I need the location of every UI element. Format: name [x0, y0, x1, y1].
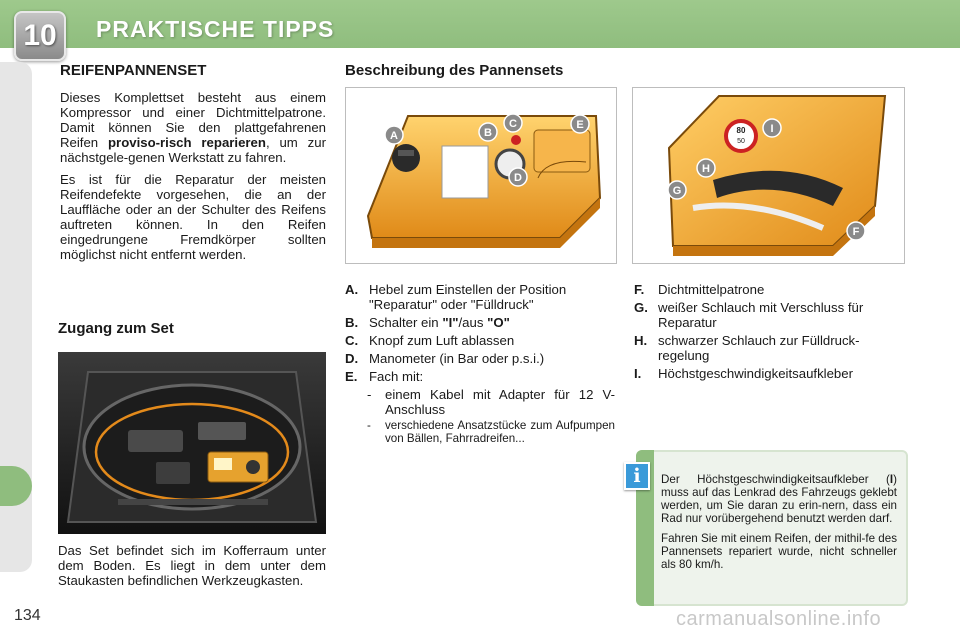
intro-bold-text: proviso-risch reparieren	[108, 135, 266, 150]
callout-h	[697, 159, 715, 177]
callout-g-label: G	[672, 185, 682, 197]
callout-f-label: F	[852, 226, 860, 238]
item-key: C.	[345, 333, 359, 348]
item-key: F.	[634, 282, 645, 297]
callout-c	[504, 114, 522, 132]
callout-b-label: B	[484, 127, 492, 139]
item-bold-on: "I"	[442, 315, 459, 330]
sub-item-dash: -	[367, 387, 372, 402]
callout-d-label: D	[514, 172, 522, 184]
item-text: weißer Schlauch mit Verschluss für Reparatur	[658, 300, 864, 330]
item-text: schwarzer Schlauch zur Fülldruck-regelung	[658, 333, 860, 363]
compressor-callouts	[346, 88, 616, 263]
compressor-back-callouts	[633, 88, 904, 263]
item-key: G.	[634, 300, 648, 315]
chapter-number-badge: 10	[14, 11, 66, 61]
callout-f	[847, 222, 865, 240]
item-text: Hebel zum Einstellen der Position "Reparatur" oder "Fülldruck"	[369, 282, 567, 312]
callout-g	[668, 181, 686, 199]
kit-parts-list-left	[345, 282, 615, 445]
section-title-repair-kit: REIFENPANNENSET	[60, 62, 207, 79]
callout-a	[385, 126, 403, 144]
item-key: A.	[345, 282, 359, 297]
list-item	[634, 300, 904, 330]
page-title: PRAKTISCHE TIPPS	[96, 16, 335, 42]
item-key: D.	[345, 351, 359, 366]
list-item	[345, 369, 615, 384]
watermark: carmanualsonline.info	[676, 608, 882, 630]
intro-text-end: , um zur nächstgele-genen Werkstatt zu fahren.	[60, 135, 326, 165]
item-bold-off: "O"	[487, 315, 510, 330]
info-text	[661, 473, 897, 578]
sub-item-dash: -	[367, 419, 371, 432]
info-paragraph-1	[661, 473, 897, 525]
list-item	[345, 333, 615, 348]
callout-c-label: C	[509, 118, 517, 130]
info-text-part: ) muss auf das Lenkrad des Fahrzeugs geklebt werden, um Sie daran zu erin-nern, dass ein Rad nur vorübergehend benutzt werden darf.	[661, 473, 897, 525]
section-title-kit-description: Beschreibung des Pannensets	[345, 62, 564, 79]
item-text-part: /aus	[458, 315, 488, 330]
item-text: Fach mit:	[369, 369, 424, 384]
info-bold-letter: I	[889, 473, 894, 486]
item-text: Höchstgeschwindigkeitsaufkleber	[658, 366, 853, 381]
kit-parts-list-right	[634, 282, 904, 384]
callout-e	[571, 115, 589, 133]
access-paragraph: Das Set befindet sich im Kofferraum unter dem Boden. Es liegt in dem unter dem Staukasten befindlichen Werkzeugkasten.	[58, 543, 326, 588]
sticker-bottom-text: 50	[737, 138, 745, 145]
item-text: Dichtmittelpatrone	[658, 282, 765, 297]
item-text: Knopf zum Luft ablassen	[369, 333, 515, 348]
info-paragraph-2: Fahren Sie mit einem Reifen, der mithil-fe des Pannensets repariert wurde, nicht schneller als 80 km/h.	[661, 532, 897, 571]
sub-list-item	[345, 419, 615, 445]
item-text-part: Schalter ein	[369, 315, 443, 330]
callout-b	[479, 123, 497, 141]
item-key: H.	[634, 333, 648, 348]
list-item	[634, 282, 904, 297]
list-item	[345, 282, 615, 312]
callout-i-label: I	[770, 123, 774, 135]
callout-i	[763, 119, 781, 137]
intro-paragraph	[60, 90, 326, 165]
sub-item-text: einem Kabel mit Adapter für 12 V-Anschluss	[385, 387, 615, 417]
section-title-access: Zugang zum Set	[58, 320, 174, 337]
item-text: Manometer (in Bar oder p.s.i.)	[369, 351, 545, 366]
trunk-photo	[58, 352, 326, 534]
callout-e-label: E	[576, 119, 584, 131]
sub-list-item	[345, 387, 615, 417]
item-key: I.	[634, 366, 642, 381]
item-key: B.	[345, 315, 359, 330]
list-item	[634, 366, 904, 381]
trunk-illustration	[58, 352, 326, 534]
compressor-back-view	[632, 87, 905, 264]
info-icon: i	[624, 462, 650, 490]
sticker-top-text: 80	[736, 126, 746, 135]
list-item	[345, 315, 615, 330]
intro-text: Dieses Komplettset besteht aus einem Kompressor und einer Dichtmittelpatrone. Damit können Sie den plattgefahrenen Reifen	[60, 90, 326, 150]
list-item	[634, 333, 904, 363]
info-text-part: Der Höchstgeschwindigkeitsaufkleber (	[661, 473, 890, 486]
second-paragraph: Es ist für die Reparatur der meisten Reifendefekte vorgesehen, die an der Lauffläche oder an der Schulter des Reifens auftreten können. In den Reifen eingedrungene Fremdkörper sollten möglichst nicht entfernt werden.	[60, 172, 326, 262]
list-item	[345, 351, 615, 366]
sub-item-text: verschiedene Ansatzstücke zum Aufpumpen von Bällen, Fahrradreifen...	[385, 419, 615, 445]
callout-h-label: H	[702, 163, 710, 175]
page-number: 134	[14, 607, 41, 624]
item-text	[369, 315, 510, 330]
callout-a-label: A	[390, 130, 398, 142]
callout-d	[509, 168, 527, 186]
compressor-front-view	[345, 87, 617, 264]
item-key: E.	[345, 369, 358, 384]
